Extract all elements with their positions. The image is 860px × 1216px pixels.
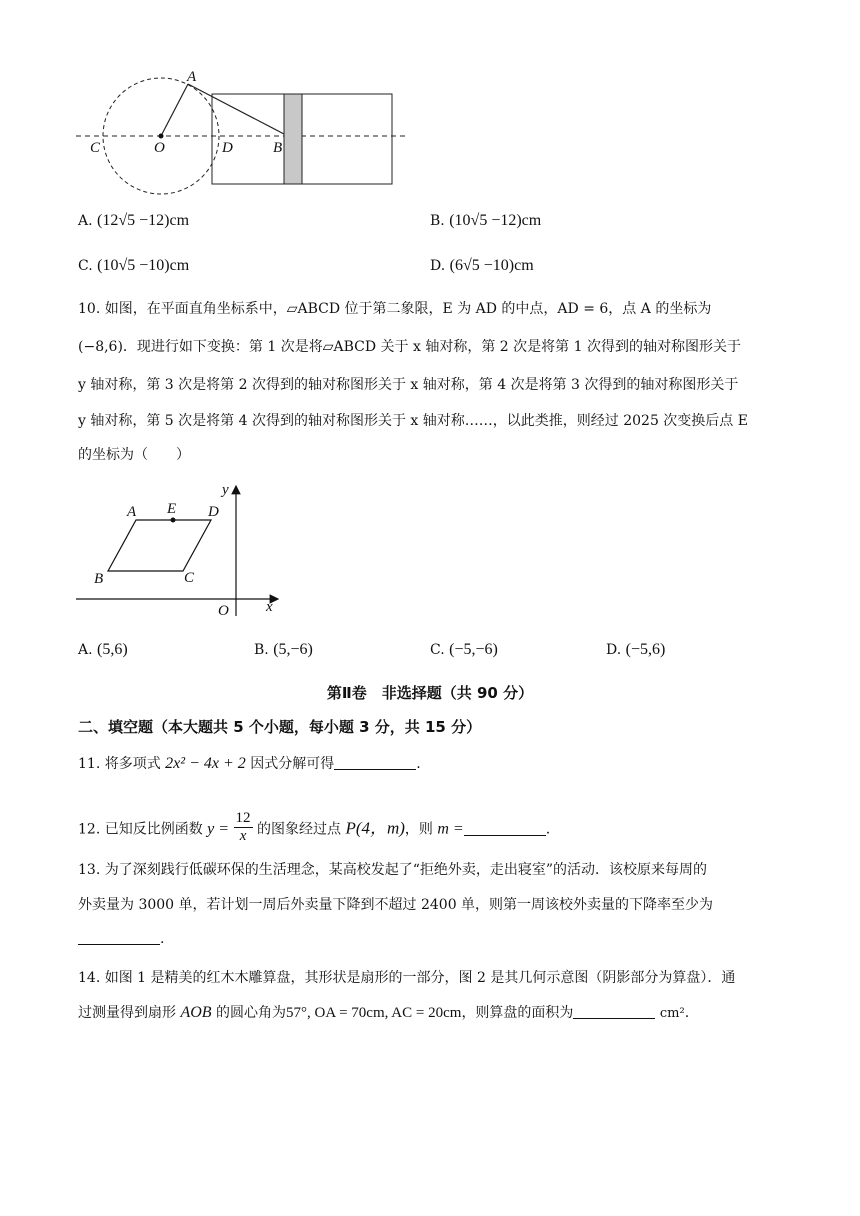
q12-end: . [545, 821, 551, 838]
label-C: C [90, 140, 101, 156]
q14-line-2 [78, 1003, 689, 1024]
q14-part-e: ，则算盘的面积为 [461, 1005, 574, 1021]
q10-line-5: 的坐标为（ ） [78, 447, 190, 463]
label-A: A [127, 504, 137, 520]
label-C: C [184, 570, 195, 586]
label-D: D [222, 140, 233, 156]
q12-lhs: y = [207, 820, 230, 838]
q13-answer-blank[interactable] [78, 930, 160, 945]
option-letter: A. [78, 213, 93, 229]
q12-point: P(4，m) [345, 818, 405, 838]
q14-end: . [684, 1005, 690, 1021]
q13-end: . [160, 931, 165, 947]
label-x: x [266, 599, 273, 615]
q9-option-d[interactable] [430, 257, 534, 275]
q14-line-1: 14. 如图 1 是精美的红木木雕算盘，其形状是扇形的一部分，图 2 是其几何示意图（阴影部分为算盘）．通 [78, 970, 736, 986]
parallelogram-ABCD [108, 520, 211, 571]
point-O [159, 134, 164, 139]
shaded-bar [284, 94, 302, 184]
option-value: (10√5 −10)cm [97, 257, 190, 274]
q12-prefix: 12. 已知反比例函数 [78, 821, 203, 838]
part2-title: 第Ⅱ卷 非选择题（共 90 分） [326, 684, 534, 702]
q14-part-a: 过测量得到扇形 [78, 1005, 176, 1021]
q14-answer-blank[interactable] [573, 1004, 655, 1019]
q12-denominator: x [239, 828, 247, 844]
option-value: (10√5 −12)cm [449, 212, 542, 229]
q10-line-4: y 轴对称，第 5 次是将第 4 次得到的轴对称图形关于 x 轴对称……，以此类推，则经过 2025 次变换后点 E [78, 413, 748, 429]
q13-line-2: 外卖量为 3000 单，若计划一周后外卖量下降到不超过 2400 单，则第一周该校外卖量的下降率至少为 [78, 897, 714, 913]
option-letter: C. [430, 642, 445, 658]
q12-mid: 的图象经过点 [256, 821, 341, 838]
q13-line-1: 13. 为了深刻践行低碳环保的生活理念，某高校发起了“拒绝外卖，走出寝室”的活动．该校原来每周的 [78, 862, 708, 878]
figure-circle-rectangle [70, 68, 420, 198]
option-value: (12√5 −12)cm [97, 212, 190, 229]
q11-end: . [416, 756, 421, 772]
option-value: (6√5 −10)cm [449, 257, 534, 274]
q11 [78, 754, 421, 774]
option-letter: D. [606, 642, 622, 658]
label-A: A [187, 69, 197, 85]
q11-expression: 2x² − 4x + 2 [165, 755, 246, 772]
section2-title: 二、填空题（本大题共 5 个小题，每小题 3 分，共 15 分） [78, 718, 482, 736]
label-y: y [222, 482, 229, 498]
segment-OA [161, 84, 188, 136]
figure-parallelogram-coordinates [70, 478, 290, 623]
q11-answer-blank[interactable] [334, 755, 416, 770]
q13-line-3 [78, 929, 164, 949]
q14-measurements: 57°, OA = 70cm, AC = 20cm [286, 1005, 462, 1021]
option-letter: B. [430, 213, 445, 229]
q10-line-1: 10. 如图，在平面直角坐标系中，▱ABCD 位于第二象限，E 为 AD 的中点，AD = 6，点 A 的坐标为 [78, 301, 712, 317]
q12-answer-blank[interactable] [464, 821, 546, 836]
q14-sector: AOB [180, 1004, 212, 1021]
label-O: O [154, 140, 165, 156]
q9-option-b[interactable] [430, 212, 541, 230]
q14-part-c: 的圆心角为 [216, 1005, 287, 1021]
q12-tail: ，则 [404, 821, 433, 838]
q12-numerator: 12 [235, 810, 251, 826]
label-B: B [94, 571, 104, 587]
option-value: (5,−6) [273, 641, 313, 658]
option-letter: D. [430, 258, 446, 274]
q11-prefix: 11. 将多项式 [78, 756, 161, 772]
q10-option-a[interactable] [78, 641, 128, 659]
label-E: E [167, 501, 177, 517]
option-letter: C. [78, 258, 93, 274]
q10-option-c[interactable] [430, 641, 498, 659]
label-D: D [208, 504, 219, 520]
option-value: (−5,6) [625, 641, 666, 658]
q12-fraction [234, 810, 253, 845]
option-value: (5,6) [97, 641, 128, 658]
label-B: B [273, 140, 283, 156]
q11-suffix: 因式分解可得 [250, 756, 335, 772]
label-O: O [218, 603, 229, 619]
q10-option-d[interactable] [606, 641, 665, 659]
option-letter: A. [78, 642, 93, 658]
q10-option-b[interactable] [254, 641, 313, 659]
option-value: (−5,−6) [449, 641, 498, 658]
q12-var: m = [437, 820, 464, 838]
point-E [171, 518, 176, 523]
q10-line-3: y 轴对称，第 3 次是将第 2 次得到的轴对称图形关于 x 轴对称，第 4 次是将第 3 次得到的轴对称图形关于 [78, 377, 739, 393]
q10-line-2: (−8,6)．现进行如下变换：第 1 次是将▱ABCD 关于 x 轴对称，第 2 次是将第 1 次得到的轴对称图形关于 [78, 339, 741, 355]
q9-option-a[interactable] [78, 212, 189, 230]
q12 [78, 812, 550, 847]
q9-option-c[interactable] [78, 257, 189, 275]
segment-AB [188, 84, 284, 134]
option-letter: B. [254, 642, 269, 658]
q14-unit: cm² [659, 1006, 685, 1021]
